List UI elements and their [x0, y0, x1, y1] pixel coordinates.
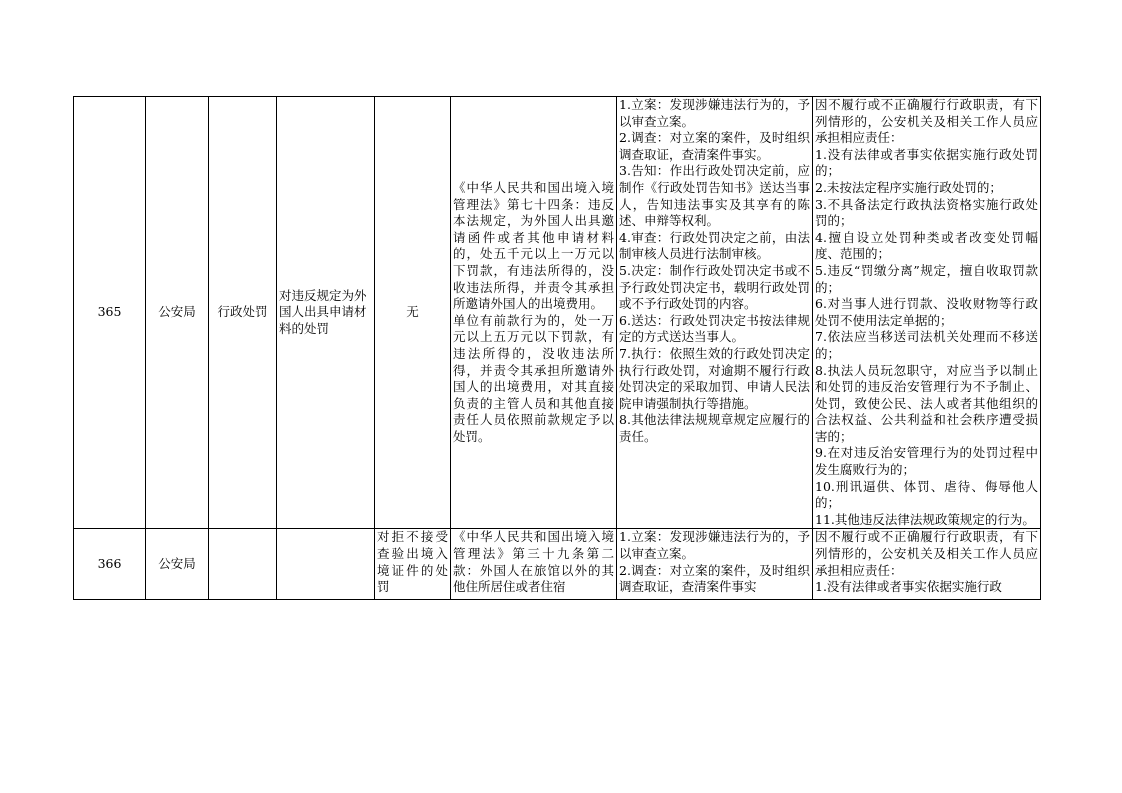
- category-cell: [209, 529, 277, 600]
- item-name-cell: [277, 529, 375, 600]
- process-step: 1.立案：发现涉嫌违法行为的，予以审查立案。: [619, 529, 810, 562]
- item-name-cell: 对违反规定为外国人出具申请材料的处罚: [277, 97, 375, 529]
- liability-item: 6.对当事人进行罚款、没收财物等行政处罚不使用法定单据的；: [815, 296, 1038, 328]
- table-row: [74, 97, 1041, 529]
- liability-item: 1.没有法律或者事实依据实施行政: [815, 579, 1002, 595]
- liability-item: 2.未按法定程序实施行政处罚的；: [815, 179, 1002, 195]
- liability-item: 7.依法应当移送司法机关处理而不移送的；: [815, 329, 1038, 361]
- process-step: 8.其他法律法规规章规定应履行的责任。: [619, 412, 810, 444]
- liability-item: 8.执法人员玩忽职守，对应当予以制止和处罚的违反治安管理行为不予制止、处罚，致使公民、法人或者其他组织的合法权益、公共利益和社会秩序遭受损害的；: [815, 362, 1038, 444]
- process-step: 7.执行：依照生效的行政处罚决定执行行政处罚，对逾期不履行行政处罚决定的采取加罚、申请人民法院申请强制执行等措施。: [619, 345, 810, 411]
- category-cell: 行政处罚: [209, 97, 277, 529]
- process-step: 4.审查：行政处罚决定之前，由法制审核人员进行法制审核。: [619, 229, 810, 262]
- process-step: 3.告知：作出行政处罚决定前，应制作《行政处罚告知书》送达当事人，告知违法事实及其享有的陈述、申辩等权利。: [619, 163, 810, 229]
- sub-item-cell: [375, 529, 451, 600]
- legal-basis-text: 《中华人民共和国出境入境管理法》第三十九条第二款：外国人在旅馆以外的其他住所居住或者住宿: [453, 529, 614, 595]
- process-step: 2.调查：对立案的案件，及时组织调查取证，查清案件事实: [619, 562, 810, 595]
- liability-item: 3.不具备法定行政执法资格实施行政处罚的；: [815, 196, 1038, 229]
- sub-item-cell: 无: [375, 97, 451, 529]
- sub-item-text: 对拒不接受查验出境入境证件的处罚: [377, 529, 448, 595]
- liability-item: 4.擅自设立处罚种类或者改变处罚幅度、范围的；: [815, 229, 1038, 262]
- process-step: 5.决定：制作行政处罚决定书或不予行政处罚决定书，载明行政处罚或不予行政处罚的内容。: [619, 262, 810, 312]
- process-step: 6.送达：行政处罚决定书按法律规定的方式送达当事人。: [619, 312, 810, 345]
- power-list-table: [73, 96, 1041, 600]
- department-cell: 公安局: [146, 97, 209, 529]
- liability-item: 11.其他违反法律法规政策规定的行为。: [815, 511, 1035, 527]
- legal-basis-cell: 《中华人民共和国出境入境管理法》第七十四条：违反本法规定，为外国人出具邀请函件或者其他申请材料的，处五千元以上一万元以下罚款，有违法所得的，没收违法所得，并责令其承担所邀请外国人的出境费用。 单位有前款行为的，处一万元以上五万元以下罚款，有违法所得的，没收违法所得，并责令其承担所邀请外国人的出境费用，对其直接负责的主管人员和其他直接责任人员依照前款规定予以处罚。: [451, 97, 617, 529]
- department-cell: 公安局: [146, 529, 209, 600]
- process-step: 2.调查：对立案的案件，及时组织调查取证，查清案件事实。: [619, 130, 810, 162]
- liability-item: 1.没有法律或者事实依据实施行政处罚的；: [815, 146, 1038, 179]
- row-number: 365: [74, 97, 146, 529]
- process-cell: [617, 529, 813, 600]
- process-step: 1.立案：发现涉嫌违法行为的，予以审查立案。: [619, 97, 810, 129]
- legal-basis-cell: [451, 529, 617, 600]
- liability-item: 因不履行或不正确履行行政职责，有下列情形的，公安机关及相关工作人员应承担相应责任：: [815, 97, 1038, 146]
- liability-cell: [813, 97, 1041, 529]
- liability-item: 9.在对违反治安管理行为的处罚过程中发生腐败行为的；: [815, 445, 1038, 478]
- liability-item: 10.刑讯逼供、体罚、虐待、侮辱他人的；: [815, 478, 1038, 511]
- liability-item: 因不履行或不正确履行行政职责，有下列情形的，公安机关及相关工作人员应承担相应责任：: [815, 529, 1038, 578]
- process-cell: [617, 97, 813, 529]
- liability-item: 5.违反“罚缴分离”规定，擅自收取罚款的；: [815, 262, 1038, 295]
- row-number: 366: [74, 529, 146, 600]
- liability-cell: [813, 529, 1041, 600]
- table-row: [74, 529, 1041, 600]
